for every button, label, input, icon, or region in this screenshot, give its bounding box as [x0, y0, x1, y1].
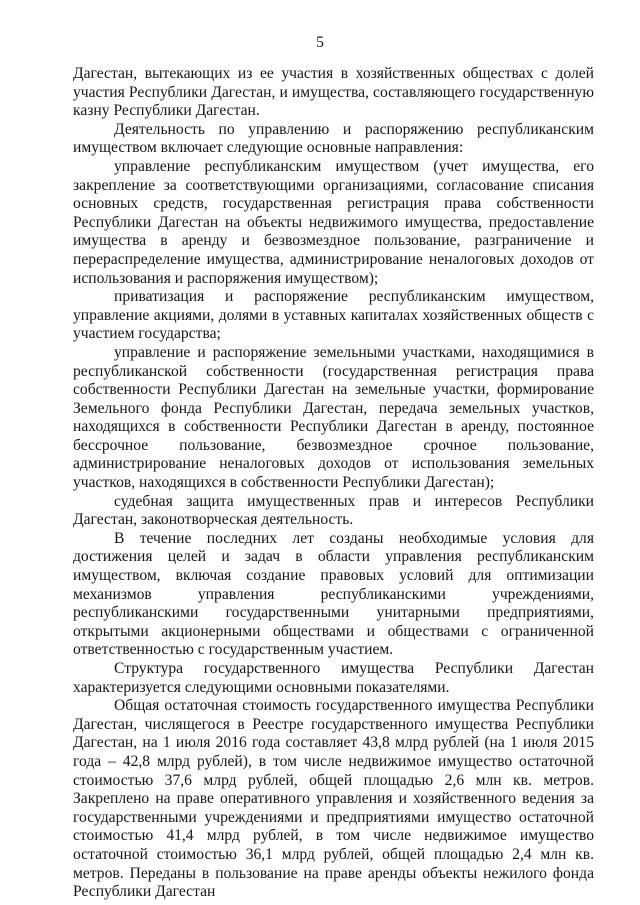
paragraph-recent-conditions: В течение последних лет созданы необходимые условия для достижения целей и задач в области управления республиканским имуществом, включая создание правовых условий для оптимизации механизмов управления республиканскими учреждениями, республиканскими государственными унитарными предприятиями, открытыми акционерными обществами и обществами с ограниченной ответственностью с государственным участием. — [73, 529, 594, 659]
paragraph-judicial-protection: судебная защита имущественных прав и интересов Республики Дагестан, законотворческая деятельность. — [73, 492, 594, 529]
paragraph-continuation: Дагестан, вытекающих из ее участия в хозяйственных обществах с долей участия Республики Дагестан, и имущества, составляющего государственную казну Республики Дагестан. — [73, 65, 594, 120]
paragraph-activity-intro: Деятельность по управлению и распоряжению республиканским имуществом включает следующие основные направления: — [73, 120, 594, 157]
paragraph-residual-value: Общая остаточная стоимость государственного имущества Республики Дагестан, числящегося в Реестре государственного имущества Республики Дагестан, на 1 июля 2016 года составляет 43,8 млрд рублей (на 1 июля 2015 года – 42,8 млрд рублей), в том числе недвижимое имущество остаточной стоимостью 37,6 млрд рублей, общей площадью 2,6 млн кв. метров. Закреплено на праве оперативного управления и хозяйственного ведения за государственными учреждениями и предприятиями имущество остаточной стоимостью 41,4 млрд рублей, в том числе недвижимое имущество остаточной стоимостью 36,1 млрд рублей, общей площадью 2,4 млн кв. метров. Переданы в пользование на праве аренды объекты нежилого фонда Республики Дагестан — [73, 697, 594, 901]
paragraph-structure: Структура государственного имущества Республики Дагестан характеризуется следующими основными показателями. — [73, 660, 594, 696]
paragraph-land-management: управление и распоряжение земельными участками, находящимися в республиканской собственности (государственная регистрация права собственности Республики Дагестан на земельные участки, формирование Земельного фонда Республики Дагестан, передача земельных участков, находящихся в собственности Республики Дагестан в аренду, постоянное бессрочное пользование, безвозмездное срочное пользование, администрирование неналоговых доходов от использования земельных участков, находящихся в собственности Республики Дагестан); — [73, 343, 594, 492]
paragraph-property-management: управление республиканским имуществом (учет имущества, его закрепление за соответствующими организациями, согласование списания основных средств, государственная регистрация права собственности Республики Дагестан на объекты недвижимого имущества, предоставление имущества в аренду и безвозмездное пользование, разграничение и перераспределение имущества, администрирование неналоговых доходов от использования и распоряжения имуществом); — [73, 157, 594, 287]
page-number: 5 — [316, 34, 324, 51]
body-text — [73, 65, 594, 902]
paragraph-privatization: приватизация и распоряжение республиканским имуществом, управление акциями, долями в уставных капиталах хозяйственных обществ с участием государства; — [73, 288, 594, 343]
